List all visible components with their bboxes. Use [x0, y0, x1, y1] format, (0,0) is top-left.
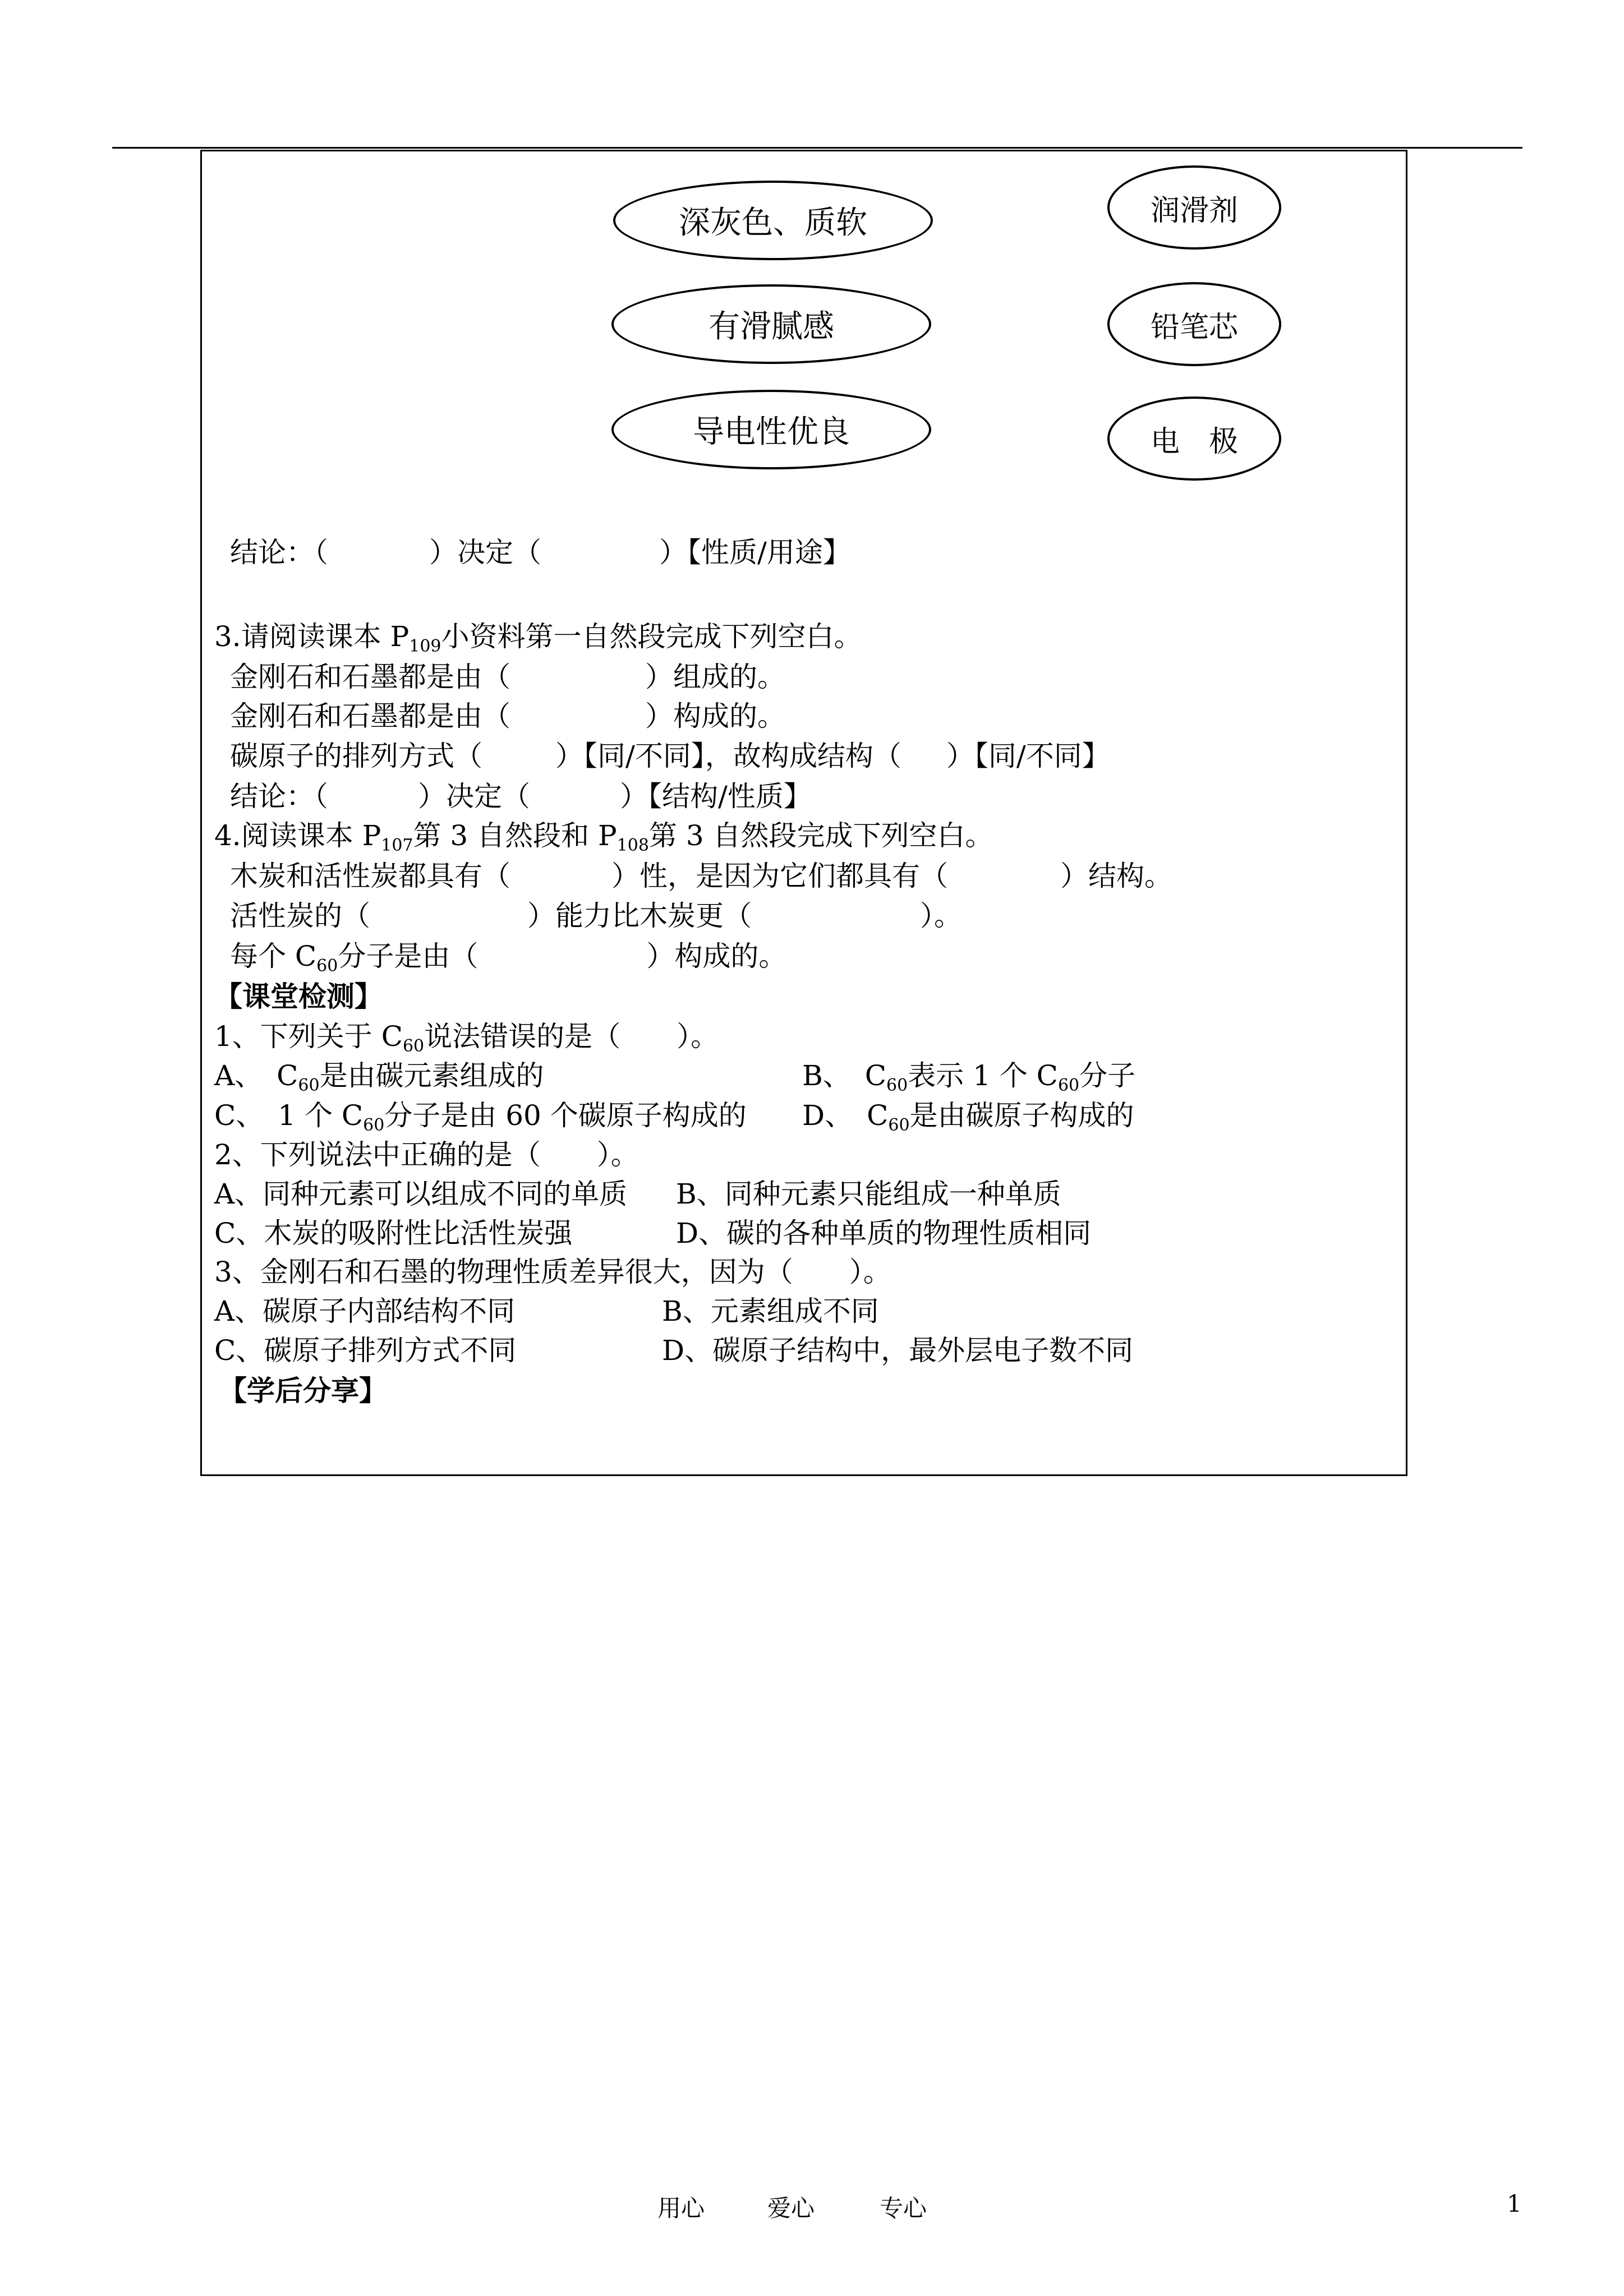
check-q1-option-b: B、 $C_{60}$表示 1 个 $C_{60}$分子 [802, 1059, 1136, 1095]
q4-line-1: 木炭和活性炭都具有（ ）性，是因为它们都具有（ ）结构。 [230, 860, 1172, 892]
check-q1-option-a: A、 $C_{60}$是由碳元素组成的 [214, 1059, 544, 1095]
q4-title: 4.阅读课本 $P_{107}$第 3 自然段和 $P_{108}$第 3 自然段完成下列空白。 [214, 819, 993, 855]
content-frame [200, 150, 1407, 1476]
use-label: 电 极 [1150, 425, 1238, 459]
q3-line-4: 结论：（ ）决定（ ）【结构/性质】 [230, 780, 812, 813]
check-q1-option-c: C、 1 个 $C_{60}$分子是由 60 个碳原子构成的 [214, 1099, 747, 1135]
check-q3-option-c: C、碳原子排列方式不同 [214, 1334, 517, 1367]
check-q2-option-a: A、同种元素可以组成不同的单质 [214, 1178, 628, 1210]
check-q3-option-a: A、碳原子内部结构不同 [214, 1295, 516, 1327]
check-q3-option-d: D、碳原子结构中，最外层电子数不同 [662, 1334, 1134, 1367]
footer-word-2: 爱心 [767, 2194, 815, 2222]
q3-line-2: 金刚石和石墨都是由（ ）构成的。 [230, 700, 785, 732]
check-heading: 【课堂检测】 [214, 980, 383, 1013]
check-q3: 3、金刚石和石墨的物理性质差异很大，因为（ ）。 [214, 1256, 891, 1288]
conclusion-line: 结论：（ ）决定（ ）【性质/用途】 [230, 536, 851, 569]
use-label: 铅笔芯 [1150, 310, 1238, 344]
footer-word-3: 专心 [880, 2194, 927, 2222]
check-q3-option-b: B、元素组成不同 [662, 1295, 879, 1327]
check-q2-option-b: B、同种元素只能组成一种单质 [676, 1178, 1061, 1210]
footer-word-1: 用心 [657, 2194, 705, 2222]
q3-line-1: 金刚石和石墨都是由（ ）组成的。 [230, 661, 785, 693]
q4-line-3: 每个 $C_{60}$分子是由（ ）构成的。 [230, 940, 787, 976]
use-oval-3 [1107, 397, 1281, 481]
share-heading: 【学后分享】 [219, 1374, 387, 1407]
q3-line-3: 碳原子的排列方式（ ）【同/不同】，故构成结构（ ）【同/不同】 [230, 740, 1110, 772]
q3-title: 3.请阅读课本 $P_{109}$小资料第一自然段完成下列空白。 [214, 620, 862, 656]
property-label: 有滑腻感 [709, 308, 834, 345]
use-oval-2 [1107, 282, 1281, 366]
use-oval-1 [1107, 165, 1281, 250]
header-rule [112, 147, 1522, 149]
property-label: 深灰色、质软 [679, 205, 867, 241]
property-oval-2 [611, 284, 931, 364]
property-oval-3 [611, 390, 931, 469]
property-label: 导电性优良 [693, 414, 850, 450]
check-q2-option-c: C、木炭的吸附性比活性炭强 [214, 1217, 573, 1250]
check-q1-option-d: D、 $C_{60}$是由碳原子构成的 [802, 1099, 1134, 1135]
check-q1: 1、下列关于 $C_{60}$说法错误的是（ ）。 [214, 1020, 719, 1056]
check-q2: 2、下列说法中正确的是（ ）。 [214, 1138, 639, 1171]
page-number: 1 [1507, 2190, 1522, 2217]
q4-line-2: 活性炭的（ ）能力比木炭更（ ）。 [230, 900, 962, 932]
property-oval-1 [613, 181, 933, 260]
check-q2-option-d: D、碳的各种单质的物理性质相同 [676, 1217, 1092, 1250]
use-label: 润滑剂 [1150, 193, 1238, 228]
